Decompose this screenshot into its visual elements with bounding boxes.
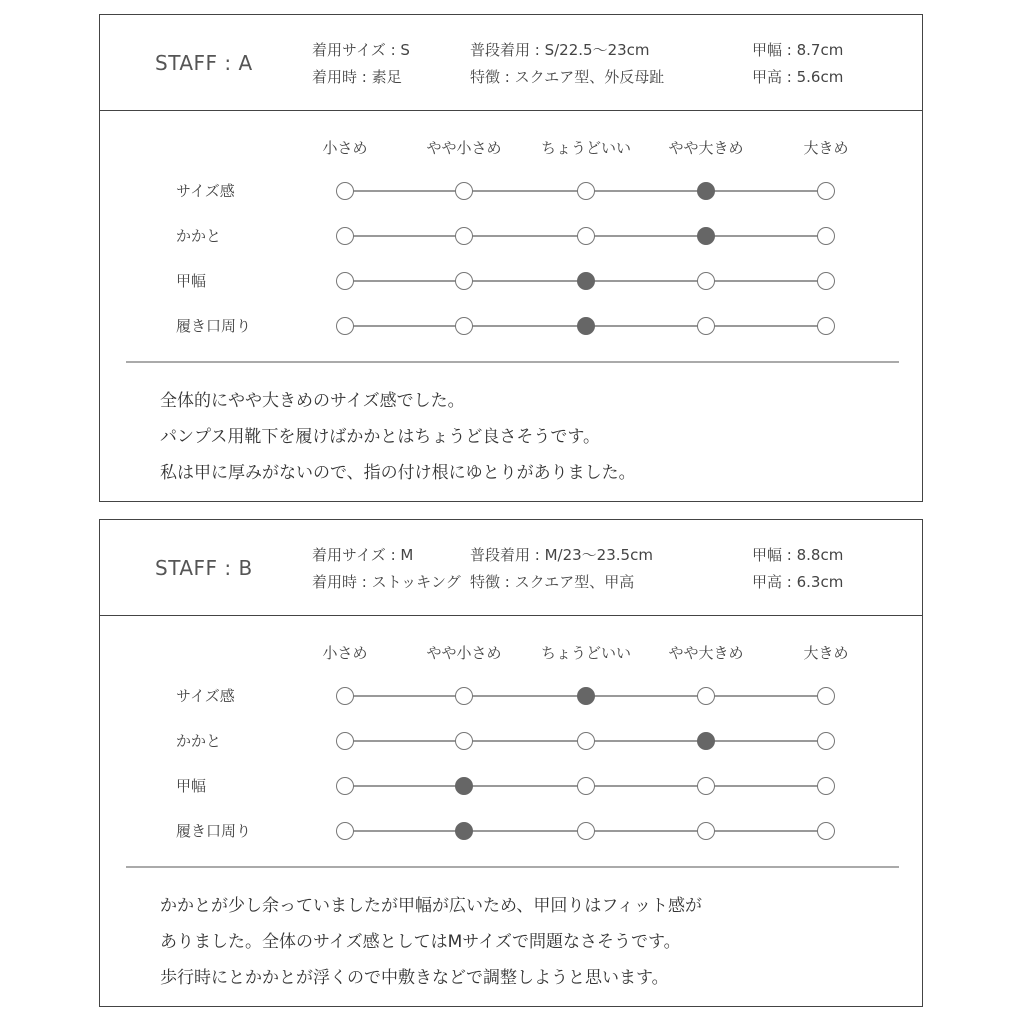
rating-dot bbox=[817, 317, 835, 335]
rating-dot bbox=[697, 272, 715, 290]
spec-size: 着用サイズ : S bbox=[312, 41, 410, 59]
rating-dot bbox=[455, 317, 473, 335]
rating-dot bbox=[577, 227, 595, 245]
rating-dot-selected bbox=[577, 272, 595, 290]
comment-line: 私は甲に厚みがないので、指の付け根にゆとりがありました。 bbox=[160, 463, 636, 483]
spec-feature: 特徴 : スクエア型、外反母趾 bbox=[470, 68, 665, 86]
comment-line: ありました。全体のサイズ感としてはMサイズで問題なさそうです。 bbox=[160, 932, 681, 952]
rating-dot bbox=[577, 182, 595, 200]
rating-label: サイズ感 bbox=[176, 182, 235, 200]
staff-card-a bbox=[99, 14, 923, 502]
rating-dot bbox=[336, 272, 354, 290]
rating-dot bbox=[697, 687, 715, 705]
rating-label: 履き口周り bbox=[176, 822, 252, 840]
spec-usual: 普段着用 : S/22.5〜23cm bbox=[470, 41, 650, 59]
card-header bbox=[100, 15, 922, 111]
card-header bbox=[100, 520, 922, 616]
rating-label: 履き口周り bbox=[176, 317, 252, 335]
rating-dot bbox=[577, 822, 595, 840]
comment bbox=[160, 888, 702, 996]
spec-instep-width: 甲幅 : 8.8cm bbox=[752, 546, 844, 564]
rating-dot bbox=[577, 777, 595, 795]
spec-size: 着用サイズ : M bbox=[312, 546, 414, 564]
rating-dot bbox=[697, 777, 715, 795]
rating-dot bbox=[336, 317, 354, 335]
rating-dot bbox=[336, 777, 354, 795]
rating-dot bbox=[817, 822, 835, 840]
rating-dot bbox=[336, 732, 354, 750]
rating-dot bbox=[336, 822, 354, 840]
rating-dot bbox=[336, 227, 354, 245]
rating-dot bbox=[817, 227, 835, 245]
rating-dot bbox=[817, 182, 835, 200]
comment-line: 歩行時にとかかとが浮くので中敷きなどで調整しようと思います。 bbox=[160, 968, 669, 988]
scale-label: 小さめ bbox=[322, 139, 368, 157]
scale-label: やや大きめ bbox=[668, 139, 744, 157]
rating-label: かかと bbox=[176, 227, 222, 245]
rating-dot-selected bbox=[577, 317, 595, 335]
rating-dot bbox=[455, 732, 473, 750]
rating-dot bbox=[817, 687, 835, 705]
spec-instep-height: 甲高 : 6.3cm bbox=[752, 573, 844, 591]
rating-dot bbox=[817, 777, 835, 795]
spec-instep-width: 甲幅 : 8.7cm bbox=[752, 41, 844, 59]
rating-dot bbox=[336, 687, 354, 705]
rating-dot bbox=[577, 732, 595, 750]
comment-line: パンプス用靴下を履けばかかとはちょうど良さそうです。 bbox=[160, 427, 600, 447]
rating-label: サイズ感 bbox=[176, 687, 235, 705]
scale-label: 大きめ bbox=[803, 139, 849, 157]
rating-dot bbox=[455, 182, 473, 200]
spec-wearing: 着用時 : ストッキング bbox=[312, 573, 461, 591]
comment-line: かかとが少し余っていましたが甲幅が広いため、甲回りはフィット感が bbox=[160, 896, 702, 916]
rating-dot bbox=[697, 317, 715, 335]
rating-label: かかと bbox=[176, 732, 222, 750]
scale-label: ちょうどいい bbox=[540, 139, 632, 157]
rating-dot bbox=[817, 732, 835, 750]
scale-label: ちょうどいい bbox=[540, 644, 632, 662]
staff-label: STAFF : B bbox=[155, 556, 253, 580]
rating-dot bbox=[697, 822, 715, 840]
rating-dot bbox=[455, 227, 473, 245]
rating-dot bbox=[455, 687, 473, 705]
scale-label: やや大きめ bbox=[668, 644, 744, 662]
scale-label: 小さめ bbox=[322, 644, 368, 662]
spec-feature: 特徴 : スクエア型、甲高 bbox=[470, 573, 635, 591]
rating-label: 甲幅 bbox=[176, 272, 207, 290]
comment-line: 全体的にやや大きめのサイズ感でした。 bbox=[160, 391, 465, 411]
staff-label: STAFF : A bbox=[155, 51, 253, 75]
rating-dot bbox=[817, 272, 835, 290]
separator bbox=[126, 866, 899, 868]
rating-dot-selected bbox=[455, 822, 473, 840]
spec-instep-height: 甲高 : 5.6cm bbox=[752, 68, 844, 86]
rating-dot bbox=[455, 272, 473, 290]
rating-label: 甲幅 bbox=[176, 777, 207, 795]
rating-dot bbox=[336, 182, 354, 200]
spec-wearing: 着用時 : 素足 bbox=[312, 68, 402, 86]
staff-card-b bbox=[99, 519, 923, 1007]
scale-label: やや小さめ bbox=[426, 644, 502, 662]
scale-label: やや小さめ bbox=[426, 139, 502, 157]
scale-label: 大きめ bbox=[803, 644, 849, 662]
rating-dot-selected bbox=[455, 777, 473, 795]
rating-dot-selected bbox=[577, 687, 595, 705]
comment bbox=[160, 383, 636, 491]
rating-dot-selected bbox=[697, 732, 715, 750]
rating-dot-selected bbox=[697, 182, 715, 200]
spec-usual: 普段着用 : M/23〜23.5cm bbox=[470, 546, 653, 564]
separator bbox=[126, 361, 899, 363]
rating-dot-selected bbox=[697, 227, 715, 245]
